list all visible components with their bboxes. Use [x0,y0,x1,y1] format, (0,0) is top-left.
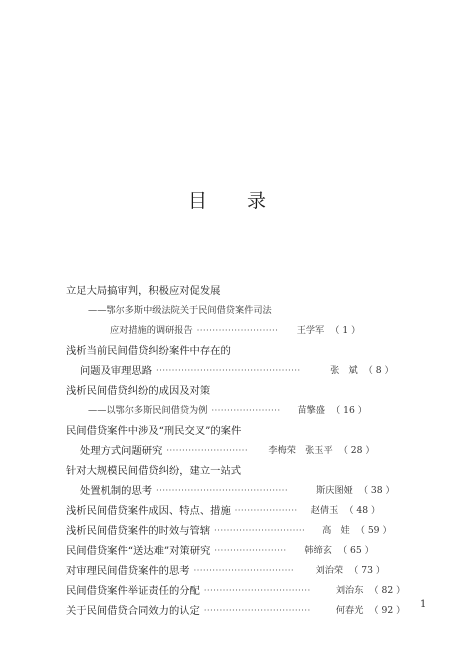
entry-text: 问题及审理思路 [80,365,153,377]
entry-page: （ 59 ） [355,525,392,536]
entry-text: ——鄂尔多斯中级法院关于民间借贷案件司法 [88,305,272,316]
entry-text: 民间借贷案件“送达难”对策研究 [66,545,211,557]
toc-entry-line [80,484,395,498]
entry-page: （ 8 ） [363,365,394,376]
entry-page: （ 48 ） [344,505,381,516]
leader-dots: ····························· [214,526,306,535]
entry-text: 应对措施的调研报告 [110,325,193,336]
entry-page: （ 73 ） [349,565,386,576]
toc-entry-line [66,604,405,618]
entry-author: 王学军 [296,325,325,336]
leader-dots: ·········································· [156,486,289,495]
entry-text: 对审理民间借贷案件的思考 [66,565,190,577]
entry-page: （ 92 ） [369,605,406,616]
leader-dots: ······················ [211,406,281,415]
entry-text: 民间借贷案件中涉及“刑民交叉”的案件 [66,425,242,437]
entry-text: ——以鄂尔多斯民间借贷为例 [88,405,208,416]
title-char-1: 目 [187,190,207,212]
entry-author: 斯庆图娅 [316,485,353,496]
entry-text: 关于民间借贷合同效力的认定 [66,605,200,617]
toc-entry-line [80,444,375,458]
entry-text: 处置机制的思考 [80,485,153,497]
page-number: 1 [420,599,427,610]
toc-entry-line [110,324,386,338]
toc-entry-title [66,384,210,398]
toc-entry-subtitle [88,304,272,318]
toc-entry-line [66,584,405,598]
entry-author: 苗擎盛 [297,405,325,416]
toc-entry-line [66,564,385,578]
entry-page: （ 82 ） [369,585,406,596]
leader-dots: ·············································· [156,366,301,375]
title-char-2: 录 [247,190,267,212]
toc-entry-title [66,424,241,438]
leader-dots: ·································· [203,606,311,615]
toc-entry-line [88,404,367,418]
toc-entry-title [66,344,231,358]
leader-dots: ·························· [196,326,279,335]
leader-dots: ·································· [203,586,311,595]
entry-text: 浅析民间借贷案件的时效与管辖 [66,525,211,537]
entry-page: （ 65 ） [337,545,374,556]
toc-entry-title [66,284,220,298]
entry-author: 刘治荣 [315,565,344,576]
leader-dots: ·························· [166,446,249,455]
entry-text: 民间借贷案件举证责任的分配 [66,585,200,597]
entry-author: 韩缔玄 [304,545,332,556]
entry-page: （ 16 ） [331,405,367,416]
toc-entry-line [66,544,374,558]
entry-text: 浅析民间借贷案件成因、特点、措施 [66,505,231,517]
entry-author: 何春光 [335,605,364,616]
leader-dots: ···················· [234,506,298,515]
entry-text: 处理方式问题研究 [80,445,163,457]
entry-author: 张 斌 [330,365,358,376]
entry-page: （ 38 ） [358,485,395,496]
entry-author: 赵倩玉 [310,505,339,516]
entry-text: 立足大局搞审判，积极应对促发展 [66,285,221,297]
entry-text: 浅析当前民间借贷纠纷案件中存在的 [66,345,231,357]
toc-entry-title [66,464,241,478]
leader-dots: ······················· [214,546,287,555]
entry-author: 李梅荣 张玉平 [268,445,333,456]
entry-text: 浅析民间借贷纠纷的成因及对策 [66,385,211,397]
toc-entry-line [66,504,380,518]
entry-page: （ 28 ） [338,445,375,456]
entry-author: 高 娃 [322,525,350,536]
entry-author: 刘治东 [335,585,364,596]
toc-entry-line [66,524,392,538]
entry-page: （ 1 ） [330,325,361,336]
leader-dots: ································ [193,566,295,575]
entry-text: 针对大规模民间借贷纠纷，建立一站式 [66,465,242,477]
toc-entry-line [80,364,394,378]
